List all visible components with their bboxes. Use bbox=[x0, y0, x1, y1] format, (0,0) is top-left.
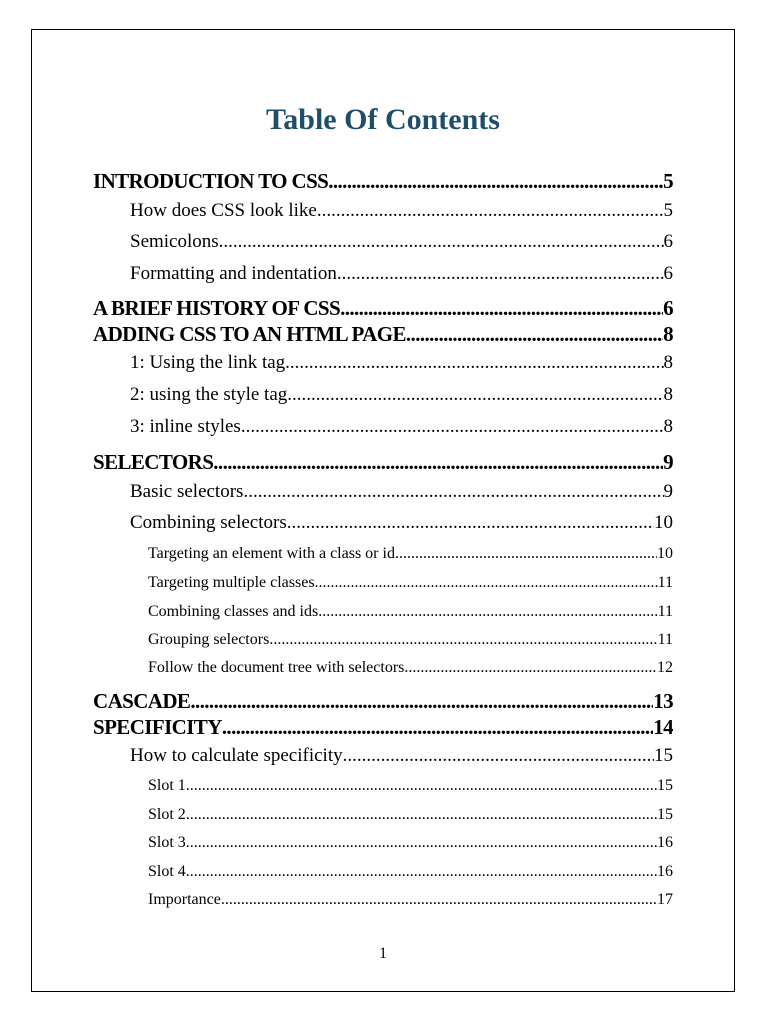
dot-leader bbox=[404, 657, 657, 679]
toc-entry-page: 5 bbox=[663, 200, 673, 221]
toc-entry-cascade[interactable] bbox=[93, 687, 673, 715]
toc-entry-importance[interactable] bbox=[148, 889, 673, 911]
toc-entry-page: 10 bbox=[657, 545, 673, 562]
toc-entry-basic-selectors[interactable] bbox=[130, 479, 673, 505]
page-number: 1 bbox=[379, 945, 387, 962]
toc-entry-text: How to calculate specificity bbox=[130, 745, 343, 766]
toc-entry-text: Follow the document tree with selectors bbox=[148, 659, 405, 676]
dot-leader bbox=[243, 479, 663, 505]
dot-leader bbox=[186, 832, 657, 854]
toc-entry-text: Slot 4 bbox=[148, 863, 186, 880]
toc-entry-grouping-selectors[interactable] bbox=[148, 629, 673, 651]
toc-entry-text: Slot 1 bbox=[148, 777, 186, 794]
dot-leader bbox=[406, 320, 663, 348]
toc-entry-page: 6 bbox=[663, 263, 673, 284]
toc-entry-slot-3[interactable] bbox=[148, 832, 673, 854]
toc-entry-page: 9 bbox=[663, 450, 673, 474]
toc-entry-combining-selectors[interactable] bbox=[130, 510, 673, 536]
toc-entry-text: Semicolons bbox=[130, 231, 219, 252]
toc-entry-page: 11 bbox=[657, 631, 673, 648]
toc-entry-slot-2[interactable] bbox=[148, 804, 673, 826]
toc-entry-page: 9 bbox=[663, 481, 673, 502]
dot-leader bbox=[269, 629, 657, 651]
toc-entry-a-brief-history-of-css[interactable] bbox=[93, 294, 673, 322]
toc-entry-text: Basic selectors bbox=[130, 481, 244, 502]
dot-leader bbox=[190, 687, 653, 715]
toc-entry-page: 6 bbox=[663, 296, 673, 320]
toc-entry-targeting-multiple-classes[interactable] bbox=[148, 572, 673, 594]
toc-entry-page: 16 bbox=[657, 863, 673, 880]
dot-leader bbox=[186, 804, 657, 826]
toc-entry-text: Targeting multiple classes bbox=[148, 574, 315, 591]
toc-entry-introduction-to-css[interactable] bbox=[93, 167, 673, 195]
toc-entry-using-the-style-tag[interactable] bbox=[130, 382, 673, 408]
toc-entry-follow-the-document-tree[interactable] bbox=[148, 657, 673, 679]
toc-entry-page: 8 bbox=[663, 384, 673, 405]
dot-leader bbox=[315, 572, 658, 594]
toc-entry-using-the-link-tag[interactable] bbox=[130, 350, 673, 376]
toc-entry-selectors[interactable] bbox=[93, 448, 673, 476]
toc-entry-text: Grouping selectors bbox=[148, 631, 270, 648]
toc-entry-text: Targeting an element with a class or id bbox=[148, 545, 395, 562]
dot-leader bbox=[340, 294, 663, 322]
dot-leader bbox=[222, 713, 653, 741]
dot-leader bbox=[221, 889, 657, 911]
toc-entry-page: 11 bbox=[657, 574, 673, 591]
toc-entry-text: Slot 3 bbox=[148, 834, 186, 851]
toc-entry-page: 6 bbox=[663, 231, 673, 252]
toc-entry-page: 12 bbox=[657, 659, 673, 676]
page-title: Table Of Contents bbox=[266, 103, 500, 136]
toc-entry-inline-styles[interactable] bbox=[130, 414, 673, 440]
toc-entry-text: Combining classes and ids bbox=[148, 603, 319, 620]
toc-entry-adding-css-to-an-html-page[interactable] bbox=[93, 320, 673, 348]
toc-entry-how-does-css-look-like[interactable] bbox=[130, 198, 673, 224]
toc-entry-page: 5 bbox=[663, 169, 673, 193]
toc-entry-page: 8 bbox=[663, 416, 673, 437]
toc-entry-page: 15 bbox=[657, 777, 673, 794]
dot-leader bbox=[285, 350, 663, 376]
toc-entry-text: Slot 2 bbox=[148, 806, 186, 823]
toc-entry-text: SPECIFICITY bbox=[93, 715, 222, 739]
toc-entry-text: ADDING CSS TO AN HTML PAGE bbox=[93, 322, 406, 346]
toc-entry-page: 17 bbox=[657, 891, 673, 908]
dot-leader bbox=[343, 743, 654, 769]
toc-entry-formatting-and-indentation[interactable] bbox=[130, 261, 673, 287]
toc-entry-text: How does CSS look like bbox=[130, 200, 317, 221]
toc-entry-text: 3: inline styles bbox=[130, 416, 241, 437]
toc-entry-slot-1[interactable] bbox=[148, 775, 673, 797]
toc-entry-page: 11 bbox=[657, 603, 673, 620]
toc-entry-page: 15 bbox=[657, 806, 673, 823]
toc-entry-text: CASCADE bbox=[93, 689, 191, 713]
dot-leader bbox=[213, 448, 663, 476]
toc-entry-targeting-an-element[interactable] bbox=[148, 543, 673, 565]
dot-leader bbox=[395, 543, 657, 565]
dot-leader bbox=[287, 510, 654, 536]
toc-entry-page: 13 bbox=[653, 689, 673, 713]
toc-entry-page: 10 bbox=[654, 512, 673, 533]
document-page bbox=[31, 29, 735, 992]
toc-entry-semicolons[interactable] bbox=[130, 229, 673, 255]
toc-entry-page: 8 bbox=[663, 322, 673, 346]
toc-entry-specificity[interactable] bbox=[93, 713, 673, 741]
toc-entry-how-to-calculate-specificity[interactable] bbox=[130, 743, 673, 769]
toc-entry-text: Formatting and indentation bbox=[130, 263, 337, 284]
toc-entry-slot-4[interactable] bbox=[148, 861, 673, 883]
toc-entry-page: 15 bbox=[654, 745, 673, 766]
dot-leader bbox=[318, 601, 657, 623]
toc-list bbox=[32, 30, 734, 991]
toc-entry-page: 8 bbox=[663, 352, 673, 373]
dot-leader bbox=[317, 198, 664, 224]
toc-entry-text: Combining selectors bbox=[130, 512, 287, 533]
toc-entry-text: SELECTORS bbox=[93, 450, 214, 474]
dot-leader bbox=[219, 229, 664, 255]
toc-entry-combining-classes-and-ids[interactable] bbox=[148, 601, 673, 623]
toc-entry-text: 2: using the style tag bbox=[130, 384, 288, 405]
toc-entry-page: 14 bbox=[653, 715, 673, 739]
dot-leader bbox=[186, 775, 657, 797]
dot-leader bbox=[337, 261, 664, 287]
dot-leader bbox=[287, 382, 663, 408]
toc-entry-text: Importance bbox=[148, 891, 221, 908]
toc-entry-text: 1: Using the link tag bbox=[130, 352, 286, 373]
dot-leader bbox=[186, 861, 657, 883]
toc-entry-text: A BRIEF HISTORY OF CSS bbox=[93, 296, 341, 320]
toc-entry-page: 16 bbox=[657, 834, 673, 851]
dot-leader bbox=[241, 414, 664, 440]
toc-entry-text: INTRODUCTION TO CSS bbox=[93, 169, 329, 193]
dot-leader bbox=[328, 167, 663, 195]
